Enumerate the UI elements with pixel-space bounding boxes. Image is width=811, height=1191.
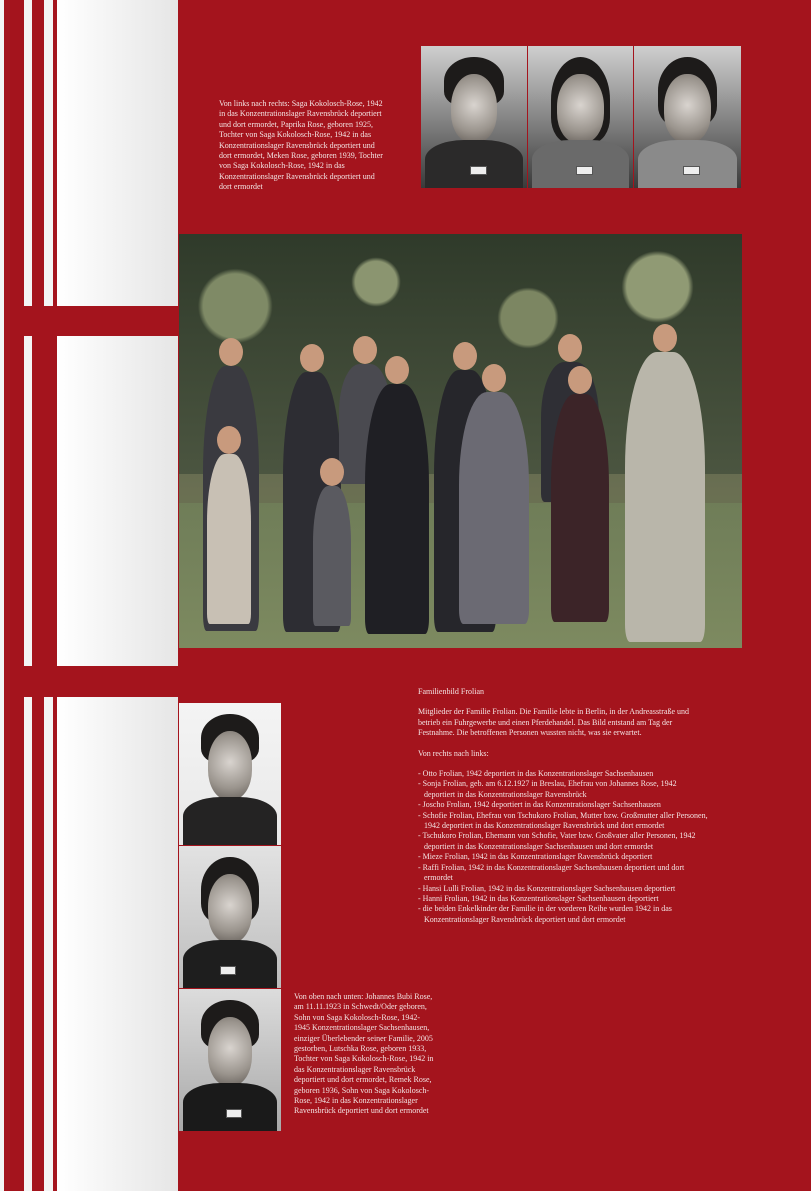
family-member xyxy=(459,392,529,624)
portrait-face xyxy=(208,1017,253,1085)
family-member xyxy=(625,352,705,642)
list-item: - Sonja Frolian, geb. am 6.12.1927 in Breslau, Ehefrau von Johannes Rose, 1942 deportiert in das Konzentrationslager Ravensbrück xyxy=(418,779,677,799)
list-item: - Tschukoro Frolian, Ehemann von Schofie, Vater bzw. Großvater aller Personen, 1942 deportiert in das Konzentrationslager Sachsenhausen und dort ermordet xyxy=(418,831,696,851)
portrait-body xyxy=(425,140,523,188)
family-member xyxy=(207,454,251,624)
prisoner-number-tag xyxy=(683,166,700,175)
portrait-lutschka-rose xyxy=(179,846,281,988)
white-panel-top xyxy=(57,0,178,306)
portrait-body xyxy=(183,797,277,845)
list-item: - Joscho Frolian, 1942 deportiert in das Konzentrationslager Sachsenhausen xyxy=(418,800,661,810)
list-item: - Raffi Frolian, 1942 in das Konzentrationslager Sachsenhausen deportiert und dort ermordet xyxy=(418,862,685,883)
list-item: - Hanni Frolian, 1942 in das Konzentrationslager Sachsenhausen deportiert xyxy=(418,893,659,903)
white-panel-bottom xyxy=(57,697,178,1191)
top-caption-text: Von links nach rechts: Saga Kokolosch-Rose, 1942 in das Konzentrationslager Ravensbrück deportiert und dort ermordet, Paprika Rose, geboren 1925, Tochter von Saga Kokolosch-Rose, 1942 in das Konzentrationslager Ravensbrück deportiert und dort ermordet, Meken Rose, geboren 1939, Tochter von Saga Kokolosch-Rose, 1942 in das Konzentrationslager Ravensbrück deportiert und dort ermordet xyxy=(219,99,383,192)
prisoner-number-tag xyxy=(576,166,593,175)
list-item: - die beiden Enkelkinder der Familie in der vorderen Reihe wurden 1942 in das Konzentrationslager Ravensbrück deportiert und dort ermordet xyxy=(418,904,672,924)
family-member xyxy=(313,486,351,626)
family-caption-intro: Mitglieder der Familie Frolian. Die Familie lebte in Berlin, in der Andreasstraße und betrieb ein Fuhrgewerbe und einen Pferdehandel. Das Bild entstand am Tag der Festnahme. Die betroffenen Personen wussten nicht, was sie erwartet. xyxy=(418,707,690,738)
portrait-body xyxy=(638,140,736,188)
family-member xyxy=(365,384,429,634)
portrait-johannes-bubi-rose xyxy=(179,703,281,845)
portrait-face xyxy=(557,74,603,142)
prisoner-number-tag xyxy=(226,1109,242,1118)
prisoner-number-tag xyxy=(470,166,487,175)
portrait-face xyxy=(664,74,711,142)
left-stripe-6 xyxy=(44,697,53,1191)
portrait-body xyxy=(183,1083,277,1131)
family-member-list xyxy=(418,769,708,925)
list-item: - Schofie Frolian, Ehefrau von Tschukoro Frolian, Mutter bzw. Großmutter aller Personen, 1942 deportiert in das Konzentrationslager Ravensbrück und dort ermordet xyxy=(418,810,708,831)
left-stripe-3 xyxy=(24,336,32,666)
white-panel-middle xyxy=(57,336,178,666)
portrait-saga-kokolosch-rose xyxy=(421,46,527,188)
left-stripe-2 xyxy=(24,0,32,306)
portrait-meken-rose xyxy=(634,46,741,188)
list-item: - Hansi Lulli Frolian, 1942 in das Konzentrationslager Sachsenhausen deportiert xyxy=(418,883,676,893)
bottom-caption xyxy=(294,992,434,1117)
portrait-body xyxy=(183,940,277,988)
family-member xyxy=(551,394,609,622)
portrait-remek-rose xyxy=(179,989,281,1131)
family-photo-frolian xyxy=(179,234,742,648)
list-item: - Otto Frolian, 1942 deportiert in das Konzentrationslager Sachsenhausen xyxy=(418,769,654,779)
portrait-paprika-rose xyxy=(528,46,633,188)
family-caption-title: Familienbild Frolian xyxy=(418,687,484,696)
family-caption xyxy=(418,687,708,925)
family-caption-order-heading: Von rechts nach links: xyxy=(418,748,489,758)
left-stripe-5 xyxy=(44,0,53,306)
left-stripe-1 xyxy=(0,0,4,1191)
portrait-face xyxy=(208,731,253,799)
left-stripe-4 xyxy=(24,697,32,1191)
bottom-caption-text: Von oben nach unten: Johannes Bubi Rose, am 11.11.1923 in Schwedt/Oder geboren, Sohn von Saga Kokolosch-Rose, 1942-1945 Konzentrationslager Sachsenhausen, einziger Überlebender seiner Familie, 2005 gestorben, Lutschka Rose, geboren 1933, Tochter von Saga Kokolosch-Rose, 1942 in das Konzentrationslager Ravensbrück deportiert und dort ermordet, Remek Rose, geboren 1936, Sohn von Saga Kokolosch-Rose, 1942 in das Konzentrationslager Ravensbrück deportiert und dort ermordet xyxy=(294,992,434,1116)
top-caption xyxy=(219,99,387,193)
prisoner-number-tag xyxy=(220,966,236,975)
portrait-face xyxy=(451,74,498,142)
portrait-body xyxy=(532,140,629,188)
portrait-face xyxy=(208,874,253,942)
list-item: - Mieze Frolian, 1942 in das Konzentrationslager Ravensbrück deportiert xyxy=(418,852,653,862)
